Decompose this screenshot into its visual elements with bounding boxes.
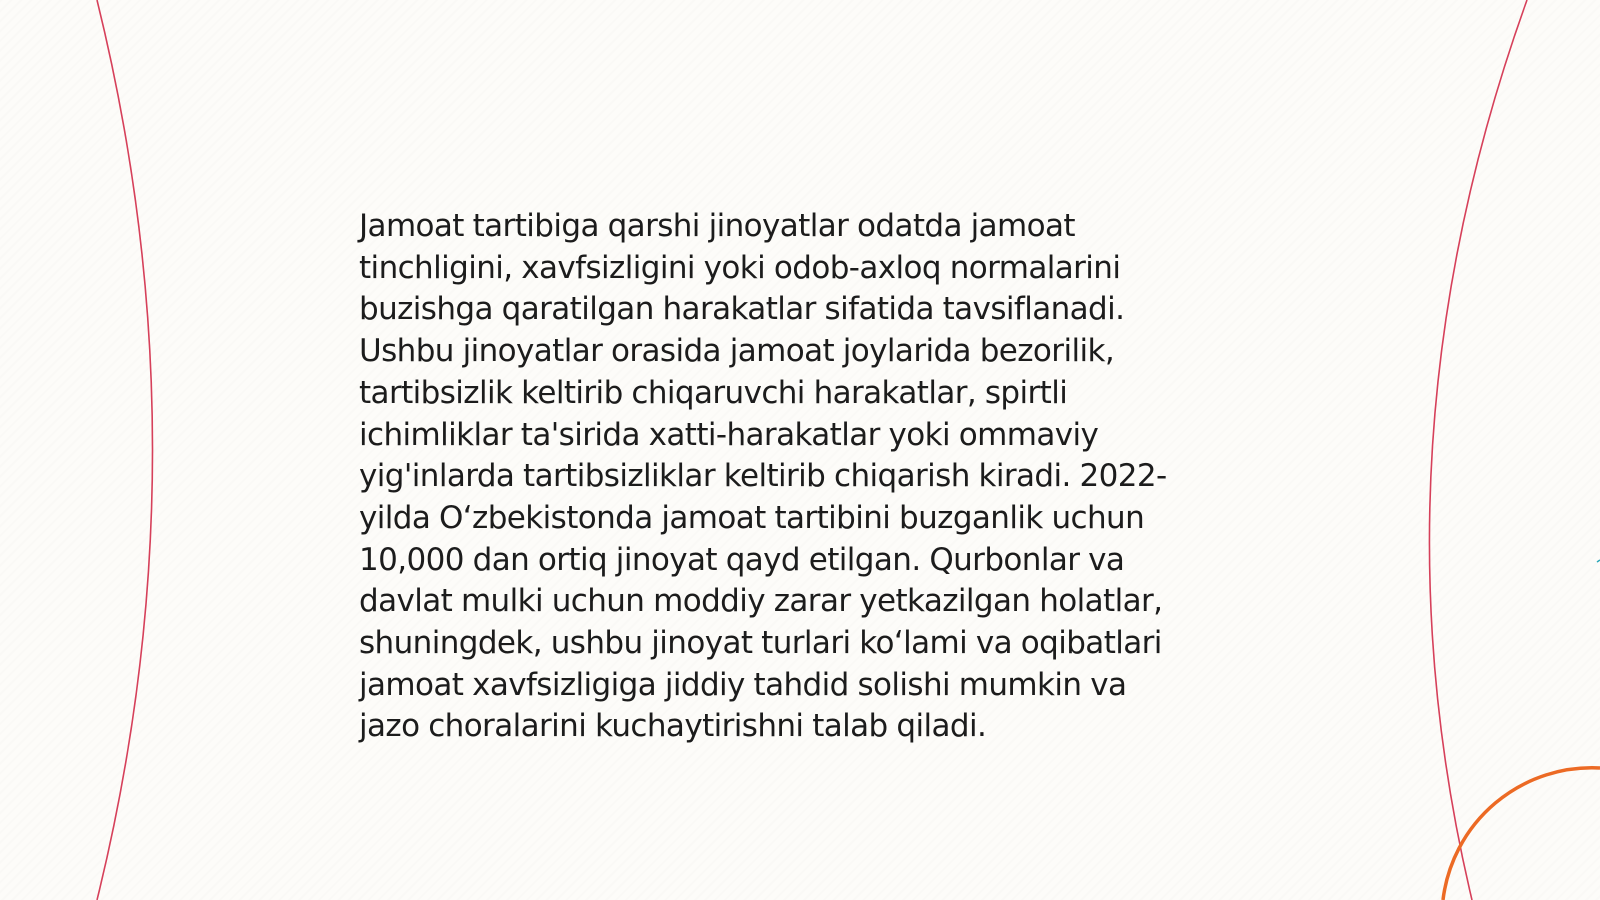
slide-body-text: Jamoat tartibiga qarshi jinoyatlar odatda jamoat tinchligini, xavfsizligini yoki odob-axloq normalarini buzishga qaratilgan harakatlar sifatida tavsiflanadi. Ushbu jinoyatlar orasida jamoat joylarida bezorilik, tartibsizlik keltirib chiqaruvchi harakatlar, spirtli ichimliklar ta'sirida xatti-harakatlar yoki ommaviy yig'inlarda tartibsizliklar keltirib chiqarish kiradi. 2022- yilda O‘zbekistonda jamoat tartibini buzganlik uchun 10,000 dan ortiq jinoyat qayd etilgan. Qurbonlar va davlat mulki uchun moddiy zarar yetkazilgan holatlar, shuningdek, ushbu jinoyat turlari ko‘lami va oqibatlari jamoat xavfsizligiga jiddiy tahdid solishi mumkin va jazo choralarini kuchaytirishni talab qiladi. [359,208,1167,745]
orange-circle-arc [1443,768,1600,900]
right-curved-line [1429,0,1527,900]
left-curved-line [97,0,153,900]
